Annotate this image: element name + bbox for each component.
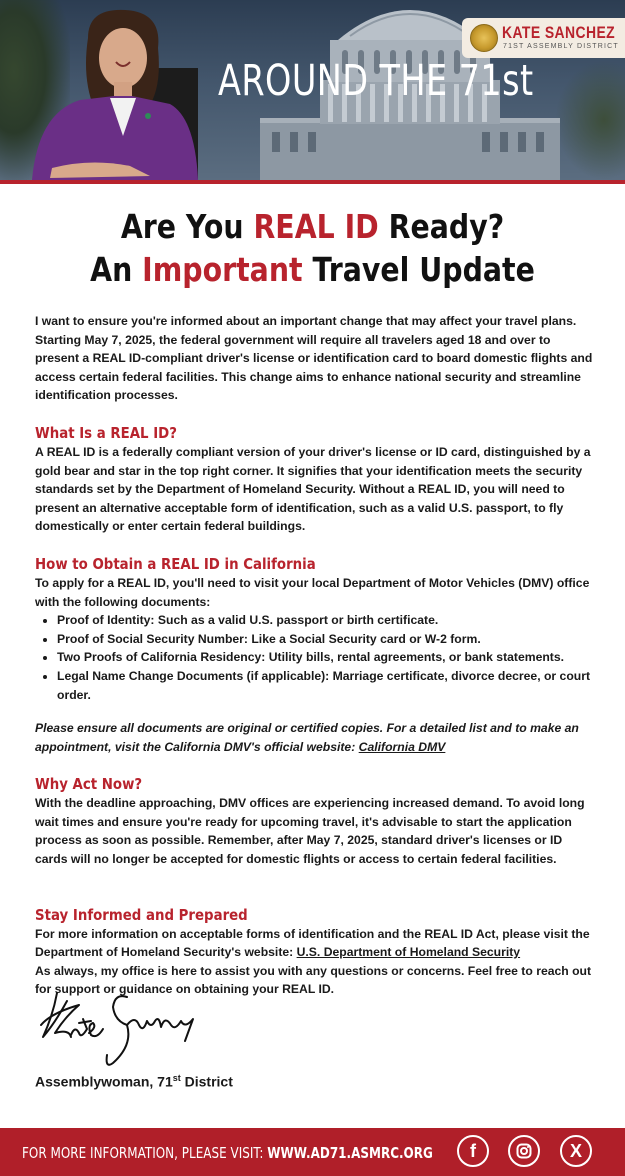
list-item: • Proof of Social Security Number: Like a Social Security card or W-2 form. bbox=[57, 630, 595, 649]
headline-text: Travel Update bbox=[302, 250, 535, 289]
stay-text: For more information on acceptable forms of identification and the REAL ID Act, please visit the Department of Homeland Security's website: bbox=[35, 926, 590, 960]
closing-paragraph: As always, my office is here to assist you with any questions or concerns. Feel free to reach out for support or guidance on obtaining your REAL ID. bbox=[35, 963, 592, 997]
signoff-title bbox=[35, 1073, 233, 1090]
headline-line-2 bbox=[44, 248, 582, 291]
list-item: • Legal Name Change Documents (if applicable): Marriage certificate, divorce decree, or court order. bbox=[57, 667, 595, 704]
handwritten-signature bbox=[35, 985, 200, 1073]
instagram-icon[interactable] bbox=[508, 1135, 540, 1167]
brand-logo bbox=[462, 18, 625, 58]
brand-district: 71ST ASSEMBLY DISTRICT bbox=[503, 43, 619, 50]
footer-website-link[interactable]: WWW.AD71.ASMRC.ORG bbox=[267, 1144, 433, 1162]
signoff-superscript: st bbox=[172, 1073, 181, 1083]
banner-title: AROUND THE 71st bbox=[218, 56, 534, 106]
stay-paragraph bbox=[35, 925, 595, 962]
footer-info bbox=[22, 1144, 433, 1162]
signoff-text: Assemblywoman, 71 bbox=[35, 1073, 173, 1090]
section-heading-how: How to Obtain a REAL ID in California bbox=[35, 554, 316, 573]
california-dmv-link[interactable]: California DMV bbox=[358, 739, 446, 754]
list-item: • Two Proofs of California Residency: Utility bills, rental agreements, or bank statements. bbox=[57, 648, 595, 667]
note-text: Please ensure all documents are original or certified copies. For a detailed list and to make an appointment, visit the California DMV's official website: bbox=[35, 721, 579, 754]
facebook-icon[interactable]: f bbox=[457, 1135, 489, 1167]
banner-divider bbox=[0, 180, 625, 184]
headline-text: Ready? bbox=[378, 207, 505, 246]
headline-text: An bbox=[90, 250, 143, 289]
headline-highlight: Important bbox=[142, 250, 303, 289]
what-paragraph: A REAL ID is a federally compliant version of your driver's license or ID card, distinguished by a gold bear and star in the top right corner. It signifies that your identification meets the security standards set by the Department of Homeland Security. Without a REAL ID, you will need to present an alternative acceptable form of identification, such as a valid U.S. passport, to fly domestically or enter certain federal buildings. bbox=[35, 444, 591, 534]
dhs-link[interactable]: U.S. Department of Homeland Security bbox=[296, 945, 521, 960]
intro-paragraph: I want to ensure you're informed about an important change that may affect your travel plans. Starting May 7, 2025, the federal government will require all travelers aged 18 and over to present a REAL ID-compliant driver's license or identification card to board domestic flights and access certain federal facilities. This change aims to enhance national security and streamline identification processes. bbox=[35, 314, 593, 403]
instagram-glyph bbox=[516, 1143, 532, 1159]
documents-note bbox=[35, 719, 595, 756]
header-banner bbox=[0, 0, 625, 180]
list-item: • Proof of Identity: Such as a valid U.S. passport or birth certificate. bbox=[57, 611, 595, 630]
documents-list bbox=[35, 611, 595, 704]
headline-line-1 bbox=[44, 205, 582, 248]
how-paragraph: To apply for a REAL ID, you'll need to visit your local Department of Motor Vehicles (DMV) office with the following documents: bbox=[35, 575, 590, 609]
brand-name: KATE SANCHEZ bbox=[502, 23, 616, 42]
section-heading-stay: Stay Informed and Prepared bbox=[35, 905, 248, 924]
section-heading-what: What Is a REAL ID? bbox=[35, 423, 177, 442]
headline-highlight: REAL ID bbox=[253, 207, 379, 246]
x-icon[interactable]: X bbox=[560, 1135, 592, 1167]
assemblywoman-portrait bbox=[30, 8, 200, 180]
page-headline bbox=[0, 205, 625, 291]
assembly-seal-icon bbox=[470, 24, 498, 52]
why-paragraph: With the deadline approaching, DMV offices are experiencing increased demand. To avoid long wait times and ensure you're ready for upcoming travel, it's advisable to start the application process as soon as possible. Remember, after May 7, 2025, standard driver's licenses or ID cards will no longer be accepted for domestic flights or access to certain federal facilities. bbox=[35, 796, 585, 867]
newsletter-body bbox=[35, 312, 595, 999]
headline-text: Are You bbox=[120, 207, 254, 246]
signoff-text: District bbox=[180, 1073, 233, 1090]
section-heading-why: Why Act Now? bbox=[35, 775, 143, 794]
footer-label: FOR MORE INFORMATION, PLEASE VISIT: bbox=[22, 1144, 268, 1162]
